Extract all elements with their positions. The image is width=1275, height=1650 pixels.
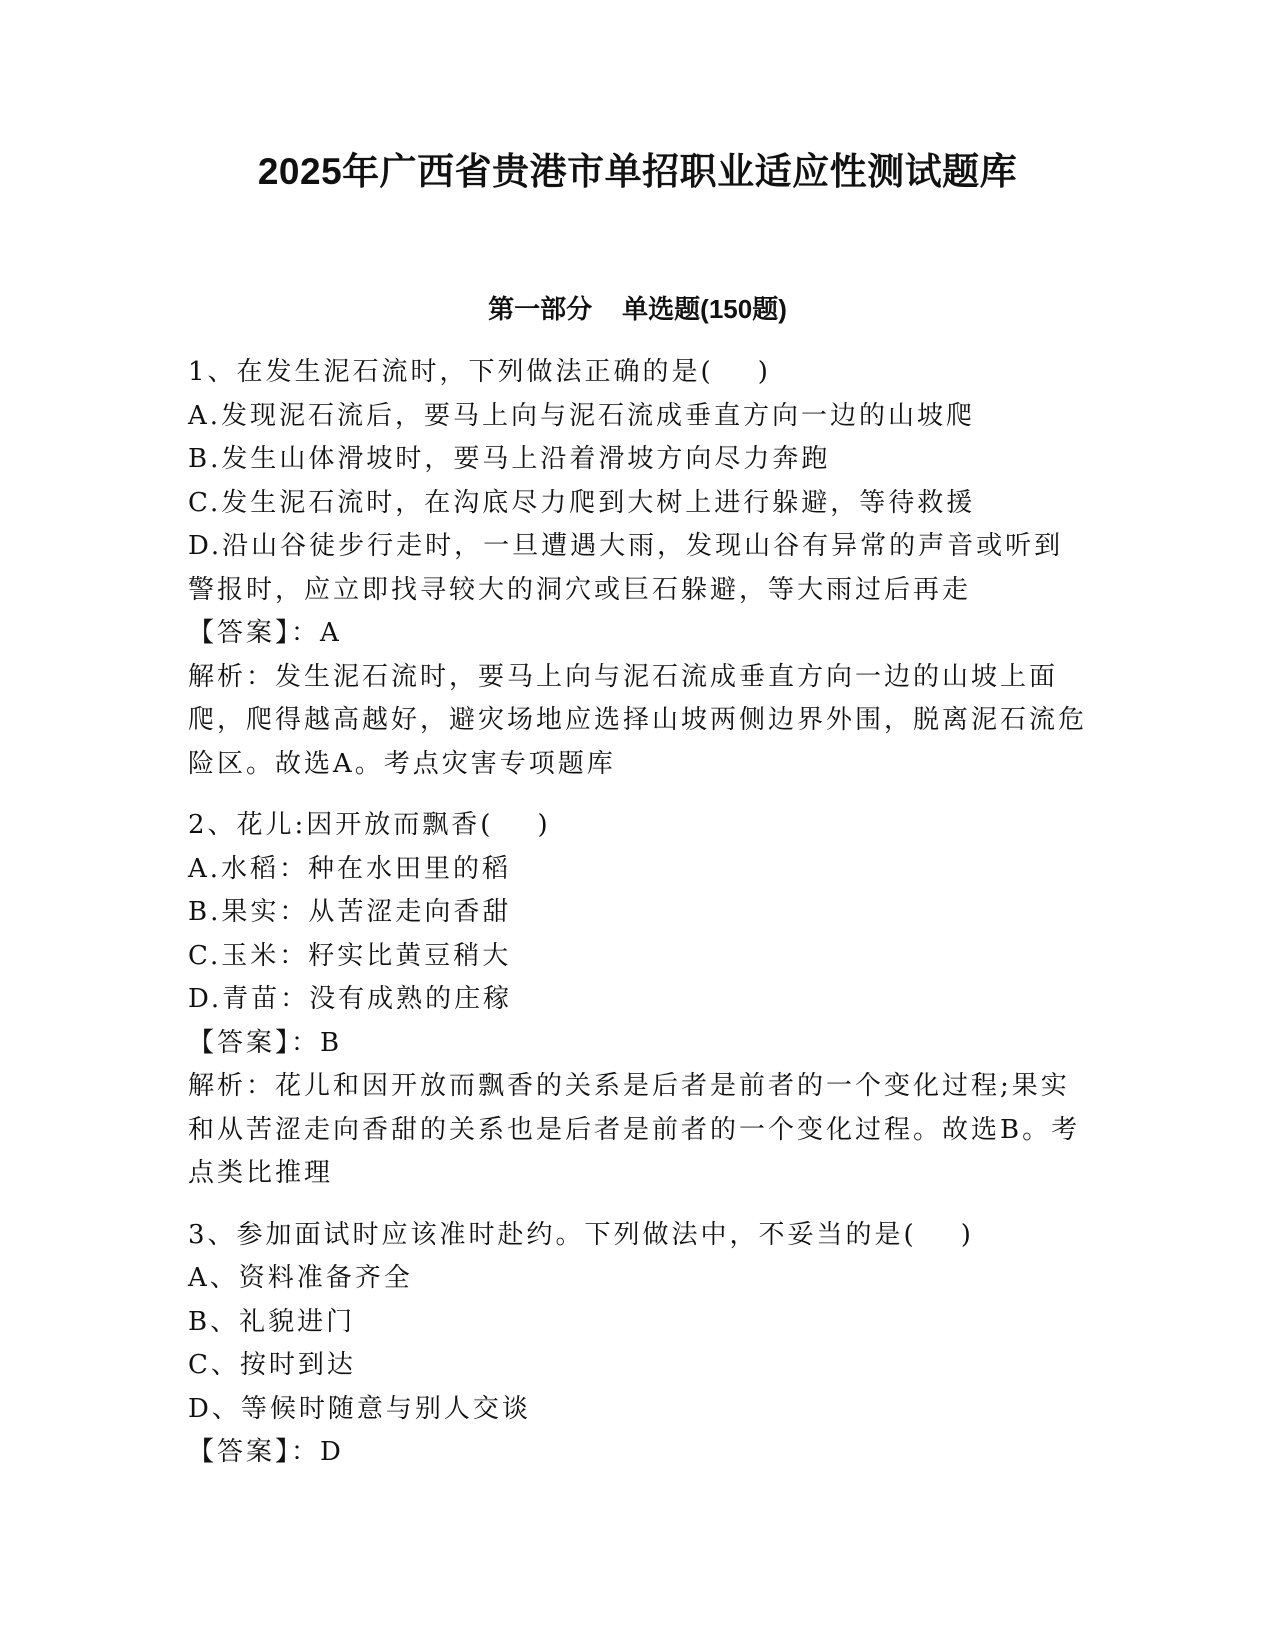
answer-line xyxy=(188,1022,1088,1066)
section-name: 单选题(150题) xyxy=(622,294,787,324)
option-d: D、等候时随意与别人交谈 xyxy=(188,1393,531,1424)
analysis-text: 解析：花儿和因开放而飘香的关系是后者是前者的一个变化过程;果实和从苦涩走向香甜的关系也是后者是前者的一个变化过程。故选B。考点类比推理 xyxy=(188,1071,1081,1188)
option-c: C.发生泥石流时，在沟底尽力爬到大树上进行躲避，等待救援 xyxy=(188,487,976,518)
section-part: 第一部分 xyxy=(488,294,593,324)
question-stem: 1、在发生泥石流时，下列做法正确的是( ) xyxy=(188,357,771,387)
option-a: A.发现泥石流后，要马上向与泥石流成垂直方向一边的山坡爬 xyxy=(188,400,976,431)
question-1 xyxy=(188,351,1088,786)
document-title: 2025年广西省贵港市单招职业适应性测试题库 xyxy=(257,151,1018,192)
question-list xyxy=(188,351,1088,1493)
question-3 xyxy=(188,1214,1088,1475)
answer-value: D xyxy=(320,1437,344,1467)
option-b: B.果实：从苦涩走向香甜 xyxy=(188,897,512,927)
option-d: D.沿山谷徒步行走时，一旦遭遇大雨，发现山谷有异常的声音或听到警报时，应立即找寻较大的洞穴或巨石躲避，等大雨过后再走 xyxy=(188,531,1064,605)
answer-label: 【答案】： xyxy=(188,618,321,648)
option-d: D.青苗：没有成熟的庄稼 xyxy=(188,984,513,1014)
answer-value: B xyxy=(320,1027,343,1058)
option-b: B.发生山体滑坡时，要马上沿着滑坡方向尽力奔跑 xyxy=(188,444,831,474)
answer-line xyxy=(188,612,1088,656)
section-heading xyxy=(0,289,1275,329)
option-a: A.水稻：种在水田里的稻 xyxy=(188,853,512,884)
answer-label: 【答案】： xyxy=(188,1437,321,1467)
answer-label: 【答案】： xyxy=(188,1027,321,1058)
option-a: A、资料准备齐全 xyxy=(188,1263,413,1293)
question-stem: 2、花儿:因开放而飘香( ) xyxy=(188,810,551,840)
answer-value: A xyxy=(320,618,342,648)
option-b: B、礼貌进门 xyxy=(188,1306,356,1337)
option-c: C、按时到达 xyxy=(188,1350,356,1380)
question-2 xyxy=(188,804,1088,1196)
question-stem: 3、参加面试时应该准时赴约。下列做法中，不妥当的是( ) xyxy=(188,1219,974,1250)
answer-line xyxy=(188,1431,1088,1475)
option-c: C.玉米：籽实比黄豆稍大 xyxy=(188,940,512,971)
analysis-text: 解析：发生泥石流时，要马上向与泥石流成垂直方向一边的山坡上面爬，爬得越高越好，避灾场地应选择山坡两侧边界外围，脱离泥石流危险区。故选A。考点灾害专项题库 xyxy=(188,661,1088,779)
